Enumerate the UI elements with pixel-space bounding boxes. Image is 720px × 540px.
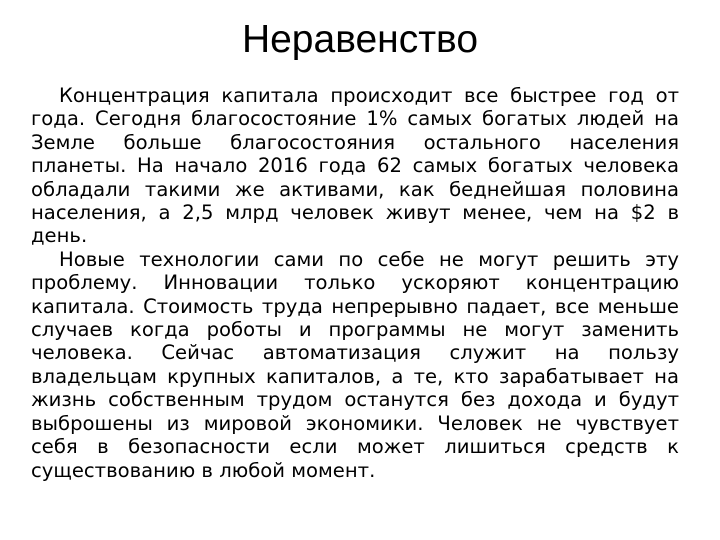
- body-paragraph-concentration: Концентрация капитала происходит все быстрее год от года. Сегодня благосостояние 1% самых богатых людей на Земле больше благосостояния остального населения планеты. На начало 2016 года 62 самых богатых человека обладали такими же активами, как беднейшая половина населения, а 2,5 млрд человек живут менее, чем на $2 в день.: [31, 84, 679, 248]
- slide-body: [31, 84, 679, 482]
- slide-title: Неравенство: [241, 18, 479, 61]
- body-paragraph-technology: Новые технологии сами по себе не могут решить эту проблему. Инновации только ускоряют концентрацию капитала. Стоимость труда непрерывно падает, все меньше случаев когда роботы и программы не могут заменить человека. Сейчас автоматизация служит на пользу владельцам крупных капиталов, а те, кто зарабатывает на жизнь собственным трудом останутся без дохода и будут выброшены из мировой экономики. Человек не чувствует себя в безопасности если может лишиться средств к существованию в любой момент.: [31, 247, 679, 482]
